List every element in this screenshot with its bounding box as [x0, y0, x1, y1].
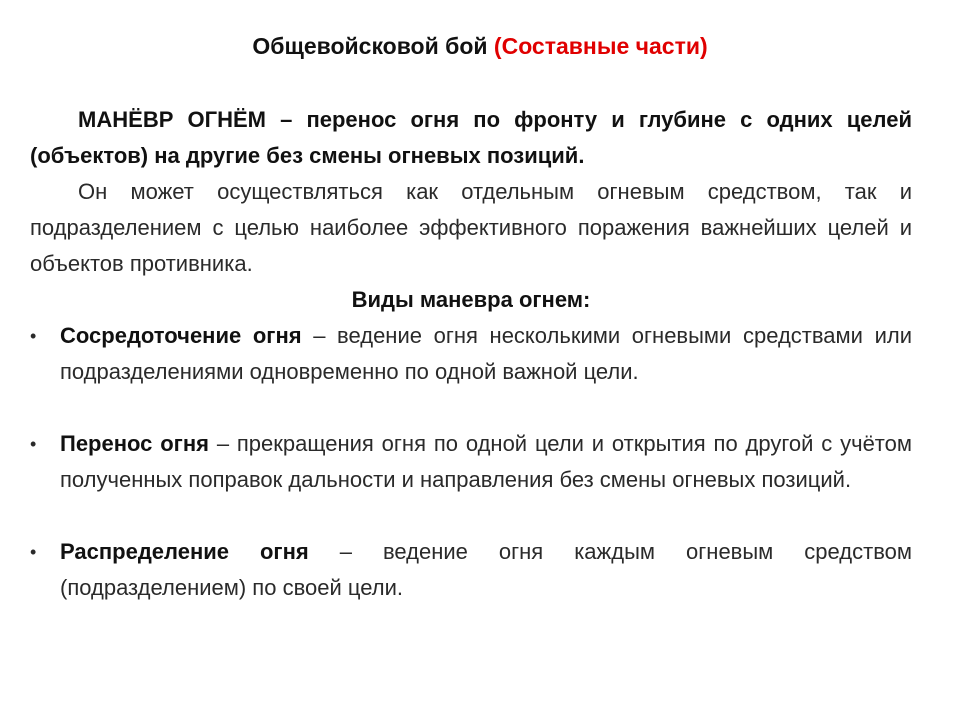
- types-list: [30, 318, 912, 606]
- definition-paragraph: МАНЁВР ОГНЁМ – перенос огня по фронту и глубине с одних целей (объектов) на другие без смены огневых позиций.: [30, 107, 912, 168]
- slide-title-accent: (Составные части): [493, 33, 708, 59]
- type-text: – ведение огня каждым огневым средством (подразделением) по своей цели.: [60, 539, 912, 600]
- list-item: [30, 426, 912, 498]
- types-heading: Виды маневра огнем:: [351, 287, 591, 312]
- type-text: – прекращения огня по одной цели и открытия по другой с учётом полученных поправок дальности и направления без смены огневых позиций.: [60, 431, 912, 492]
- slide-content: [30, 102, 912, 606]
- list-item: [30, 534, 912, 606]
- type-term: Распределение огня: [60, 539, 309, 564]
- bullet-icon: •: [30, 434, 37, 454]
- list-item: [30, 318, 912, 390]
- bullet-icon: •: [30, 326, 37, 346]
- type-term: Сосредоточение огня: [60, 323, 302, 348]
- type-term: Перенос огня: [60, 431, 209, 456]
- slide-title: [0, 33, 960, 60]
- type-text: – ведение огня несколькими огневыми средствами или подразделениями одновременно по одной важной цели.: [60, 323, 912, 384]
- bullet-icon: •: [30, 542, 37, 562]
- slide-title-main: Общевойсковой бой: [252, 33, 488, 59]
- description-paragraph: Он может осуществляться как отдельным огневым средством, так и подразделением с целью наиболее эффективного поражения важнейших целей и объектов противника.: [30, 179, 912, 276]
